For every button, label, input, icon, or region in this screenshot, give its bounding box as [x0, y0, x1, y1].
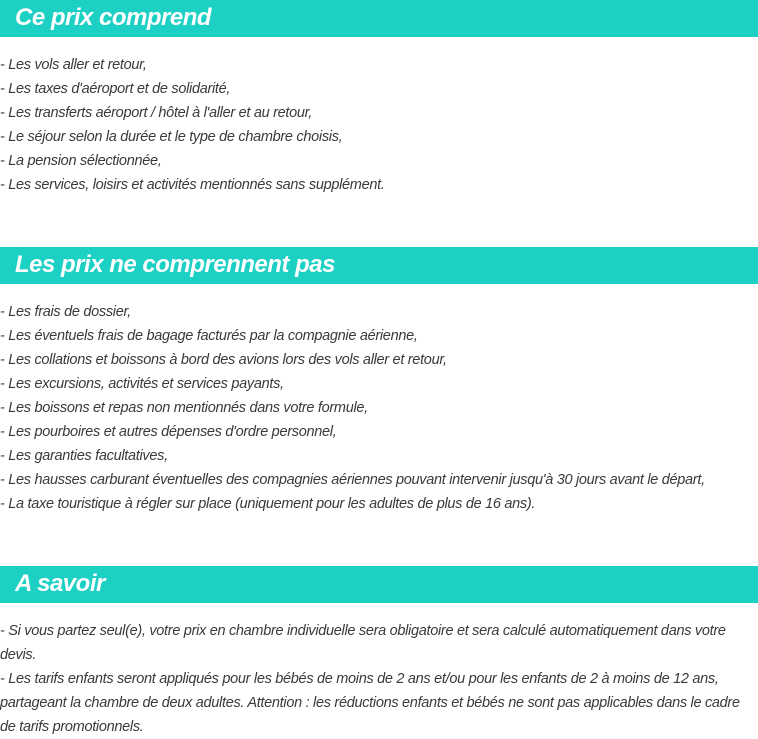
- list-item: - Les pourboires et autres dépenses d'ordre personnel,: [0, 424, 337, 440]
- good-to-know-list: [0, 619, 752, 739]
- section-title: A savoir: [15, 570, 105, 597]
- list-item: - Les tarifs enfants seront appliqués pour les bébés de moins de 2 ans et/ou pour les enfants de 2 à moins de 12 ans, partageant la chambre de deux adultes. Attention : les réductions enfants et bébés ne sont pas applicables dans le cadre de tarifs promotionnels.: [0, 671, 740, 735]
- list-item: - Si vous partez seul(e), votre prix en chambre individuelle sera obligatoire et sera calculé automatiquement dans votre devis.: [0, 623, 726, 663]
- list-item: - Les collations et boissons à bord des avions lors des vols aller et retour,: [0, 352, 447, 368]
- section-header: [0, 566, 758, 603]
- list-item: - Le séjour selon la durée et le type de chambre choisis,: [0, 129, 343, 145]
- list-item: - Les hausses carburant éventuelles des compagnies aériennes pouvant intervenir jusqu'à 30 jours avant le départ,: [0, 472, 705, 488]
- included-list: [0, 53, 752, 197]
- section-not-included: [0, 247, 758, 512]
- section-title: Les prix ne comprennent pas: [15, 251, 335, 278]
- list-item: - Les taxes d'aéroport et de solidarité,: [0, 81, 231, 97]
- list-item: - Les vols aller et retour,: [0, 57, 147, 73]
- list-item: - La pension sélectionnée,: [0, 153, 162, 169]
- section-title: Ce prix comprend: [15, 4, 212, 31]
- list-item: - Les excursions, activités et services payants,: [0, 376, 284, 392]
- list-item: - Les éventuels frais de bagage facturés par la compagnie aérienne,: [0, 328, 418, 344]
- section-good-to-know: [0, 566, 758, 735]
- not-included-list: [0, 300, 752, 516]
- section-header: [0, 247, 758, 284]
- list-item: - Les frais de dossier,: [0, 304, 131, 320]
- list-item: - Les transferts aéroport / hôtel à l'aller et au retour,: [0, 105, 313, 121]
- list-item: - Les services, loisirs et activités mentionnés sans supplément.: [0, 177, 385, 193]
- list-item: - Les garanties facultatives,: [0, 448, 168, 464]
- section-included: [0, 0, 758, 193]
- list-item: - La taxe touristique à régler sur place (uniquement pour les adultes de plus de 16 ans).: [0, 496, 536, 512]
- section-header: [0, 0, 758, 37]
- list-item: - Les boissons et repas non mentionnés dans votre formule,: [0, 400, 368, 416]
